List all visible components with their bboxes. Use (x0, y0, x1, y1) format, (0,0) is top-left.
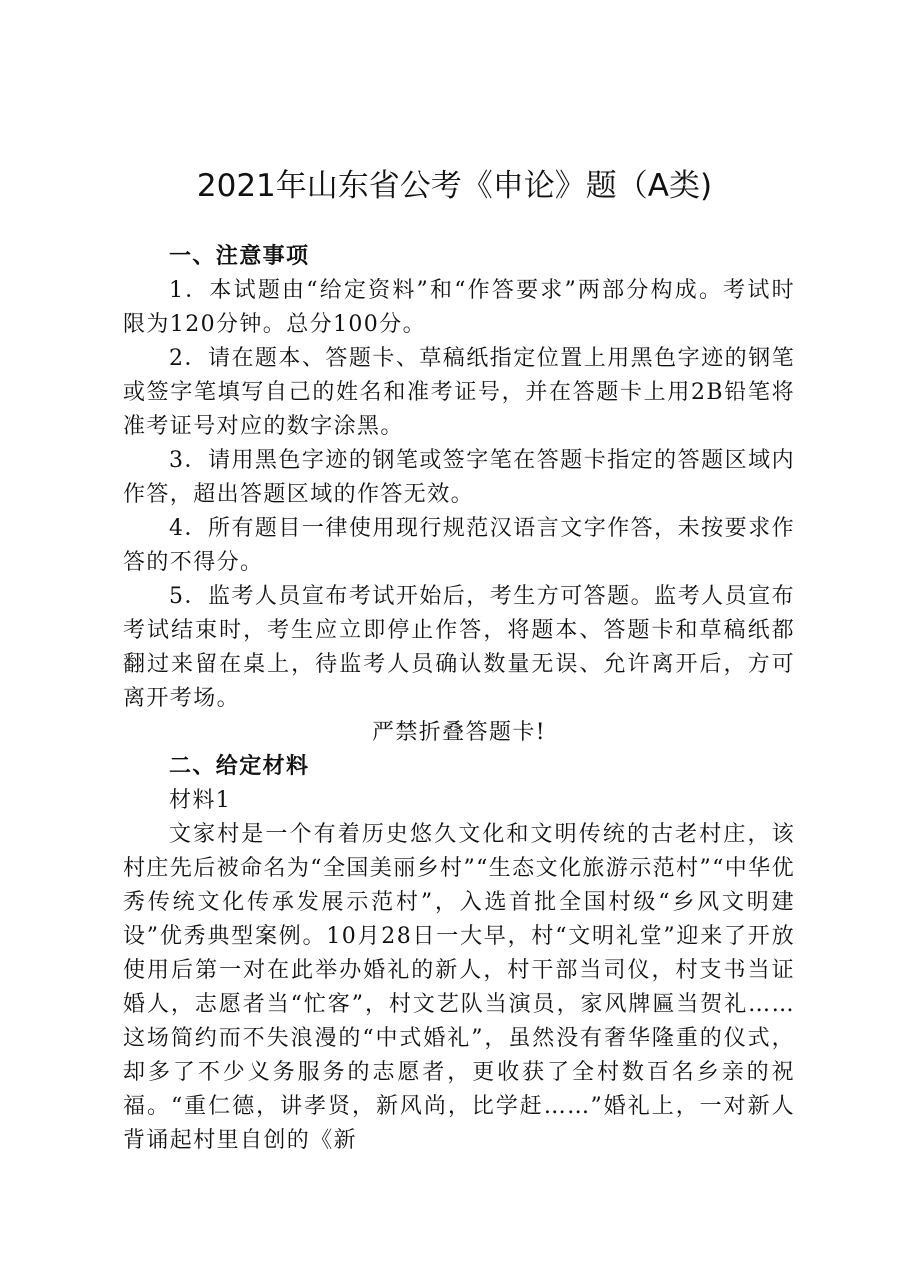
section-heading-materials: 二、给定材料 (169, 754, 310, 779)
notes-item-2: 2．请在题本、答题卡、草稿纸指定位置上用黑色字迹的钢笔或签字笔填写自己的姓名和准考证号，并在答题卡上用2B铅笔将准考证号对应的数字涂黑。 (123, 346, 795, 439)
notes-item-4: 4．所有题目一律使用现行规范汉语言文字作答，未按要求作答的不得分。 (123, 516, 795, 575)
page-title: 2021年山东省公考《申论》题（A类) (196, 168, 713, 204)
material-paragraph: 文家村是一个有着历史悠久文化和文明传统的古老村庄，该村庄先后被命名为“全国美丽乡村”“生态文化旅游示范村”“中华优秀传统文化传承发展示范村”，入选首批全国村级“乡风文明建设”优秀典型案例。10月28日一大早，村“文明礼堂”迎来了开放使用后第一对在此举办婚礼的新人，村干部当司仪，村支书当证婚人，志愿者当“忙客”，村文艺队当演员，家风牌匾当贺礼……这场简约而不失浪漫的“中式婚礼”，虽然没有奢华隆重的仪式，却多了不少义务服务的志愿者，更收获了全村数百名乡亲的祝福。“重仁德，讲孝贤，新风尚，比学赶……”婚礼上，一对新人背诵起村里自创的《新 (123, 822, 795, 1153)
document-body (123, 240, 795, 1158)
material-label: 材料1 (169, 788, 232, 813)
notes-item-5: 5．监考人员宣布考试开始后，考生方可答题。监考人员宣布考试结束时，考生应立即停止作答，将题本、答题卡和草稿纸都翻过来留在桌上，待监考人员确认数量无误、允许离开后，方可离开考场。 (123, 584, 795, 711)
notes-item-1: 1．本试题由“给定资料”和“作答要求”两部分构成。考试时限为120分钟。总分100分。 (123, 278, 795, 337)
fold-warning-note: 严禁折叠答题卡! (371, 720, 547, 745)
notes-item-3: 3．请用黑色字迹的钢笔或签字笔在答题卡指定的答题区域内作答，超出答题区域的作答无效。 (123, 448, 795, 507)
section-heading-notes: 一、注意事项 (169, 244, 310, 269)
